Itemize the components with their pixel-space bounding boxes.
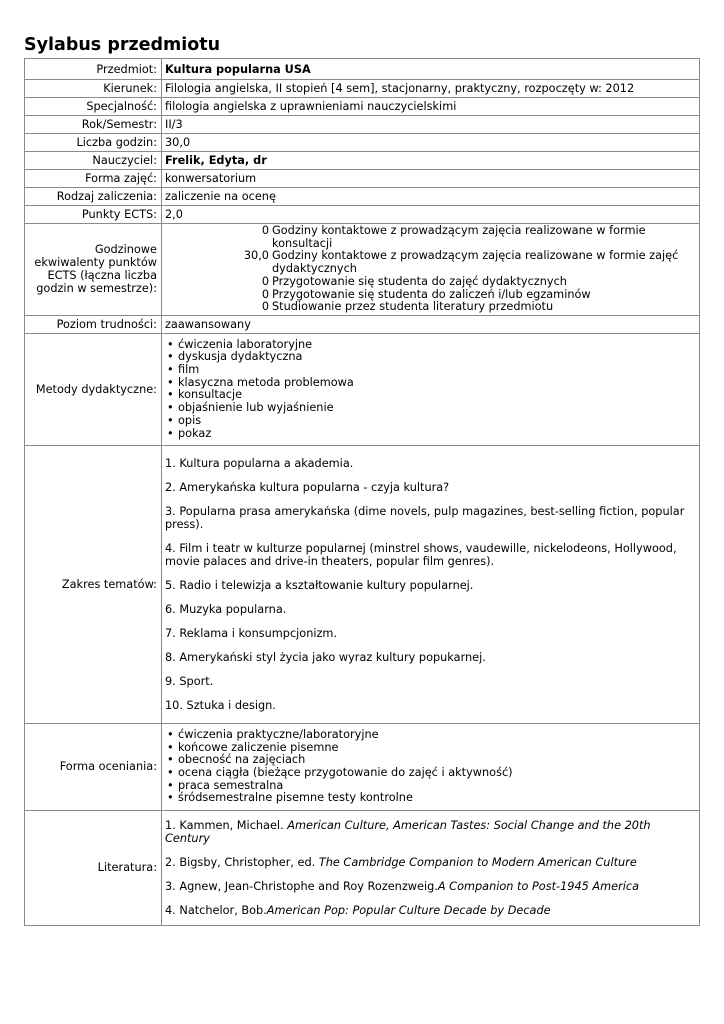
topics-list [162, 445, 700, 723]
label-nauczyciel: Nauczyciel: [25, 152, 162, 170]
literature-title: The Cambridge Companion to Modern American Culture [318, 855, 637, 869]
value-kierunek: Filologia angielska, II stopień [4 sem], stacjonarny, praktyczny, rozpoczęty w: 2012 [162, 80, 700, 98]
row-rok [25, 116, 700, 134]
list-item: • objaśnienie lub wyjaśnienie [165, 402, 696, 415]
label-ects-equiv: Godzinowe ekwiwalenty punktów ECTS (łączna liczba godzin w semestrze): [25, 224, 162, 316]
row-zaliczenie [25, 188, 700, 206]
row-godziny [25, 134, 700, 152]
list-item: • opis [165, 415, 696, 428]
literature-title: A Companion to Post-1945 America [437, 879, 640, 893]
ects-hours: 0 [261, 274, 269, 288]
row-ects-equiv [25, 224, 700, 316]
row-ects [25, 206, 700, 224]
topic-item: 2. Amerykańska kultura popularna - czyja kultura? [165, 480, 450, 494]
row-kierunek [25, 80, 700, 98]
row-metody [25, 333, 700, 445]
topic-item: 4. Film i teatr w kulturze popularnej (minstrel shows, vaudewille, nickelodeons, Hollywood, movie palaces and drive-in theaters, popular film genres). [165, 541, 677, 568]
literature-author: 4. Natchelor, Bob. [165, 903, 267, 917]
value-zaliczenie: zaliczenie na ocenę [162, 188, 700, 206]
ects-desc: Studiowanie przez studenta literatury przedmiotu [272, 300, 554, 314]
label-zakres: Zakres tematów: [25, 445, 162, 723]
literature-author: 1. Kammen, Michael. [165, 818, 288, 832]
value-godziny: 30,0 [162, 134, 700, 152]
topic-item: 3. Popularna prasa amerykańska (dime novels, pulp magazines, best-selling fiction, popular press). [165, 504, 685, 531]
literature-list [162, 810, 700, 925]
ects-hours: 0 [261, 224, 269, 237]
value-nauczyciel: Frelik, Edyta, dr [162, 152, 700, 170]
ects-row [162, 250, 697, 275]
row-zakres [25, 445, 700, 723]
label-zaliczenie: Rodzaj zaliczenia: [25, 188, 162, 206]
course-name: Kultura popularna USA [162, 59, 700, 80]
label-przedmiot: Przedmiot: [25, 59, 162, 80]
row-forma [25, 170, 700, 188]
ects-hours: 30,0 [243, 249, 269, 263]
value-poziom: zaawansowany [162, 315, 700, 333]
ects-hours: 0 [261, 287, 269, 301]
literature-item [165, 904, 696, 917]
ects-desc: Godziny kontaktowe z prowadzącym zajęcia realizowane w formie konsultacji [272, 224, 646, 250]
ects-hours: 0 [261, 300, 269, 314]
label-literatura: Literatura: [25, 810, 162, 925]
ects-row [162, 301, 697, 314]
literature-item [165, 819, 696, 845]
label-metody: Metody dydaktyczne: [25, 333, 162, 445]
topic-item: 9. Sport. [165, 674, 214, 688]
ects-desc: Przygotowanie się studenta do zaliczeń i/lub egzaminów [272, 287, 591, 301]
literature-item [165, 856, 696, 869]
list-item: • klasyczna metoda problemowa [165, 377, 696, 390]
label-poziom: Poziom trudności: [25, 315, 162, 333]
row-nauczyciel [25, 152, 700, 170]
list-item: • końcowe zaliczenie pisemne [165, 742, 696, 755]
value-ects: 2,0 [162, 206, 700, 224]
literature-author: 3. Agnew, Jean-Christophe and Roy Rozenzweig. [165, 879, 438, 893]
methods-list [165, 339, 696, 441]
list-item: • konsultacje [165, 389, 696, 402]
label-rok: Rok/Semestr: [25, 116, 162, 134]
value-rok: II/3 [162, 116, 700, 134]
ects-hours-table [162, 225, 697, 314]
row-literatura [25, 810, 700, 925]
literature-title: American Culture, American Tastes: Social Change and the 20th Century [165, 818, 651, 845]
list-item: • ćwiczenia laboratoryjne [165, 339, 696, 352]
row-przedmiot [25, 59, 700, 80]
page-title: Sylabus przedmiotu [24, 35, 221, 55]
list-item: • ocena ciągła (bieżące przygotowanie do zajęć i aktywność) [165, 767, 696, 780]
list-item: • praca semestralna [165, 780, 696, 793]
label-ocenianie: Forma oceniania: [25, 723, 162, 810]
label-forma: Forma zajęć: [25, 170, 162, 188]
label-godziny: Liczba godzin: [25, 134, 162, 152]
ects-desc: Przygotowanie się studenta do zajęć dydaktycznych [272, 274, 567, 288]
literature-item [165, 880, 696, 893]
ects-desc: Godziny kontaktowe z prowadzącym zajęcia realizowane w formie zajęć dydaktycznych [272, 249, 679, 276]
list-item: • obecność na zajęciach [165, 754, 696, 767]
value-forma: konwersatorium [162, 170, 700, 188]
topic-item: 10. Sztuka i design. [165, 698, 276, 712]
topic-item: 5. Radio i telewizja a kształtowanie kultury popularnej. [165, 578, 474, 592]
row-ocenianie [25, 723, 700, 810]
topic-item: 1. Kultura popularna a akademia. [165, 456, 354, 470]
literature-title: American Pop: Popular Culture Decade by Decade [266, 903, 551, 917]
list-item: • dyskusja dydaktyczna [165, 351, 696, 364]
ects-row [162, 276, 697, 289]
list-item: • śródsemestralne pisemne testy kontrolne [165, 792, 696, 805]
ects-row [162, 225, 697, 250]
list-item: • ćwiczenia praktyczne/laboratoryjne [165, 729, 696, 742]
list-item: • film [165, 364, 696, 377]
value-specjalnosc: filologia angielska z uprawnieniami nauczycielskimi [162, 98, 700, 116]
row-specjalnosc [25, 98, 700, 116]
label-specjalnosc: Specjalność: [25, 98, 162, 116]
list-item: • pokaz [165, 428, 696, 441]
topic-item: 8. Amerykański styl życia jako wyraz kultury popukarnej. [165, 650, 486, 664]
row-poziom [25, 315, 700, 333]
grading-list [165, 729, 696, 805]
topic-item: 7. Reklama i konsumpcjonizm. [165, 626, 338, 640]
label-kierunek: Kierunek: [25, 80, 162, 98]
literature-author: 2. Bigsby, Christopher, ed. [165, 855, 319, 869]
syllabus-table [24, 58, 700, 926]
topic-item: 6. Muzyka popularna. [165, 602, 287, 616]
label-ects: Punkty ECTS: [25, 206, 162, 224]
